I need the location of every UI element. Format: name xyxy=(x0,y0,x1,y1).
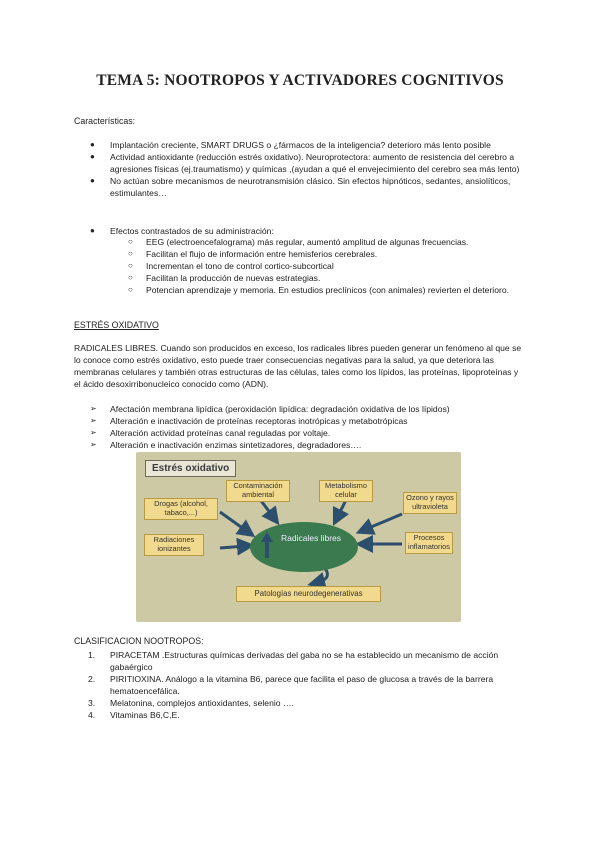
list-item: 2. PIRITIOXINA. Análogo a la vitamina B6, parece que facilita el paso de glucosa a través de la barrera hematoencefálica. xyxy=(88,674,494,696)
arrow-bullet-icon: ➢ xyxy=(90,416,97,425)
radicales-libres-label: Radicales libres xyxy=(281,533,341,543)
source-procesos: Procesos inflamatorios xyxy=(405,532,453,554)
list-item: ○ EEG (electroencefalograma) más regular, aumentó amplitud de algunas frecuencias. xyxy=(128,237,469,247)
arrow-bullet-icon: ➢ xyxy=(90,440,97,449)
circle-bullet-icon: ○ xyxy=(128,285,133,294)
list-item: ➢ Alteración actividad proteínas canal reguladas por voltaje. xyxy=(90,428,331,438)
list-item: ● Implantación creciente, SMART DRUGS o ¿fármacos de la inteligencia? deterioro más lento posible xyxy=(90,140,491,150)
list-item: ○ Facilitan la producción de nuevas estrategias. xyxy=(128,273,321,283)
arrow-bullet-icon: ➢ xyxy=(90,404,97,413)
list-item: ○ Incrementan el tono de control cortico-subcortical xyxy=(128,261,334,271)
list-item: ○ Facilitan el flujo de información entre hemisferios cerebrales. xyxy=(128,249,378,259)
caracteristicas-label: Características: xyxy=(74,116,136,126)
arrow-icon xyxy=(220,512,248,532)
source-ozono: Ozono y rayos ultravioleta xyxy=(403,492,457,514)
list-item: ○ Potencian aprendizaje y memoria. En estudios preclínicos (con animales) revierten el deterioro. xyxy=(128,285,510,295)
radicales-paragraph: RADICALES LIBRES. Cuando son producidos en exceso, los radicales libres pueden generar un fenómeno al que se lo conoce como estrés oxidativo, esto puede traer consecuencias negativas para la salud, ya que deteriora las membranas celulares y también otras estructuras de las células, tales como los lípidos, las proteínas, lipoproteínas y el ácido desoxirribonucleico conocido como (ADN). xyxy=(74,343,522,389)
figure-title: Estrés oxidativo xyxy=(145,460,236,477)
patologias-box: Patologías neurodegenerativas xyxy=(236,586,381,602)
efectos-sublist xyxy=(128,236,530,296)
estres-oxidativo-figure xyxy=(136,452,461,622)
bullet-icon: ● xyxy=(90,152,95,161)
list-item: ● Efectos contrastados de su administración: xyxy=(90,226,274,236)
afectaciones-list xyxy=(90,403,530,451)
source-metabolismo: Metabolismo celular xyxy=(319,480,373,502)
list-item: ● No actúan sobre mecanismos de neurotransmisión clásico. Sin efectos hipnóticos, sedantes, ansiolíticos, estimulantes… xyxy=(90,176,511,198)
source-contaminacion: Contaminación ambiental xyxy=(226,480,290,502)
circle-bullet-icon: ○ xyxy=(128,249,133,258)
estres-heading: ESTRÉS OXIDATIVO xyxy=(74,320,159,330)
list-item: 3. Melatonina, complejos antioxidantes, selenio …. xyxy=(88,698,294,708)
page-title: TEMA 5: NOOTROPOS Y ACTIVADORES COGNITIVOS xyxy=(96,72,504,89)
clasificacion-label: CLASIFICACION NOOTROPOS: xyxy=(74,636,204,646)
caracteristicas-list xyxy=(90,139,530,199)
bullet-icon: ● xyxy=(90,140,95,149)
circle-bullet-icon: ○ xyxy=(128,237,133,246)
list-item: 4. Vitaminas B6,C,E. xyxy=(88,710,180,720)
circle-bullet-icon: ○ xyxy=(128,261,133,270)
list-item: ● Actividad antioxidante (reducción estrés oxidativo). Neuroprotectora: aumento de resistencia del cerebro a agresiones físicas (ej.traumatismo) y químicas ,(ayudan a qué el envejecimiento del cerebro sea más lento) xyxy=(90,152,520,174)
list-item: ➢ Afectación membrana lipídica (peroxidación lipídica: degradación oxidativa de los lípidos) xyxy=(90,404,450,414)
list-item: ➢ Alteración e inactivación de proteínas receptoras inotrópicas y metabotrópicas xyxy=(90,416,408,426)
bullet-icon: ● xyxy=(90,226,95,235)
bullet-icon: ● xyxy=(90,176,95,185)
clasificacion-list xyxy=(88,649,530,721)
list-item: 1. PIRACETAM .Estructuras químicas derivadas del gaba no se ha establecido un mecanismo de acción gabaérgico xyxy=(88,650,499,672)
arrow-bullet-icon: ➢ xyxy=(90,428,97,437)
circle-bullet-icon: ○ xyxy=(128,273,133,282)
source-drogas: Drogas (alcohol, tabaco,...) xyxy=(144,498,218,520)
source-radiaciones: Radiaciones ionizantes xyxy=(144,534,204,556)
up-arrow-icon xyxy=(257,530,277,560)
arrow-icon xyxy=(364,514,402,530)
list-item: ➢ Alteración e inactivación enzimas sintetizadores, degradadores…. xyxy=(90,440,362,450)
arrow-icon xyxy=(220,546,246,548)
